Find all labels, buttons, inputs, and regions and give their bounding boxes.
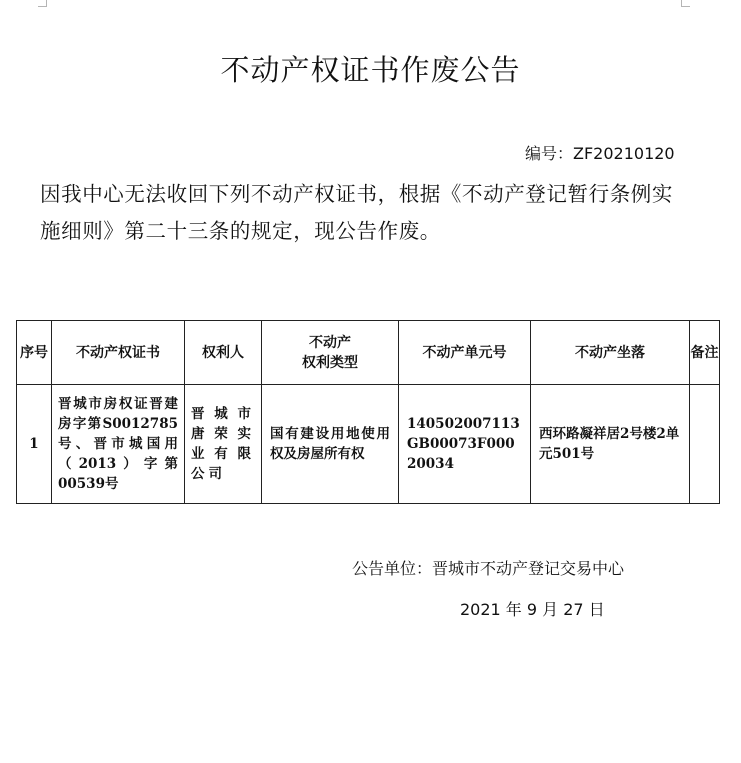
header-note: 备注	[690, 321, 720, 385]
table-header-row	[17, 321, 720, 385]
issuer-signature: 公告单位：晋城市不动产登记交易中心	[352, 559, 625, 578]
cell-cert: 晋城市房权证晋建房字第S0012785号、晋市城国用（2013）字第00539号	[52, 385, 185, 504]
page-corner-mark-right	[681, 0, 690, 7]
header-type-line1: 不动产	[309, 334, 351, 351]
header-cert: 不动产权证书	[52, 321, 185, 385]
notice-paragraph: 因我中心无法收回下列不动产权证书，根据《不动产登记暂行条例实施细则》第二十三条的规定，现公告作废。	[40, 182, 673, 243]
header-num: 序号	[17, 321, 52, 385]
cell-type: 国有建设用地使用权及房屋所有权	[262, 385, 399, 504]
cell-num: 1	[17, 385, 52, 504]
serial-number: 编号：ZF20210120	[525, 144, 675, 163]
cell-note	[690, 385, 720, 504]
header-type-line2: 权利类型	[302, 354, 358, 371]
cell-unit: 140502007113GB00073F00020034	[399, 385, 531, 504]
table-row	[17, 385, 720, 504]
header-type	[262, 321, 399, 385]
page-title: 不动产权证书作废公告	[220, 53, 521, 87]
page-corner-mark-left	[38, 0, 47, 7]
header-owner: 权利人	[185, 321, 262, 385]
cell-owner: 晋城市唐荣实业有限公司	[185, 385, 262, 504]
header-unit: 不动产单元号	[399, 321, 531, 385]
header-location: 不动产坐落	[531, 321, 690, 385]
issue-date: 2021 年 9 月 27 日	[460, 600, 605, 619]
cell-location: 西环路凝祥居2号楼2单元501号	[531, 385, 690, 504]
certificate-table	[16, 320, 720, 504]
